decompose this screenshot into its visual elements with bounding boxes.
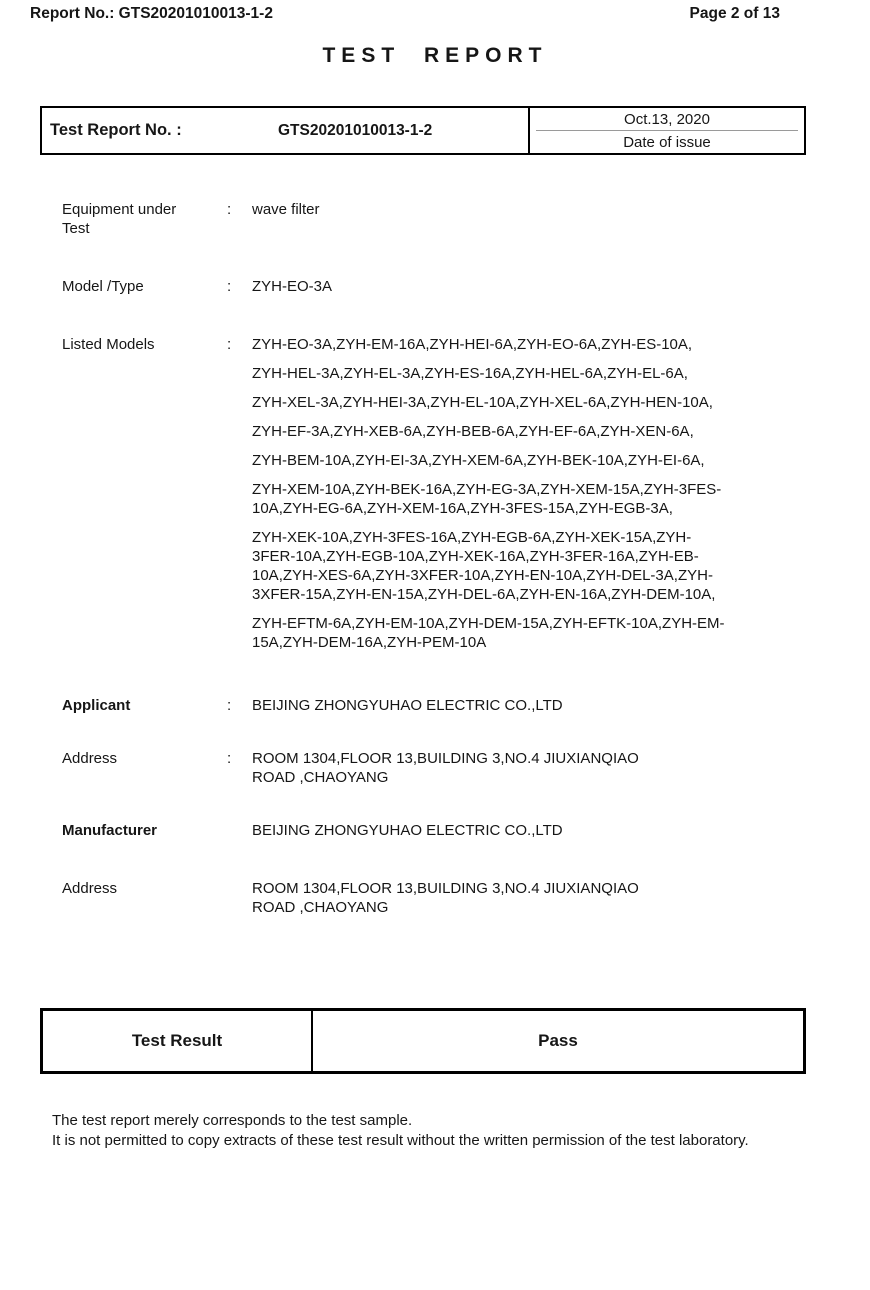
date-of-issue-label: Date of issue: [623, 133, 711, 151]
field-value: BEIJING ZHONGYUHAO ELECTRIC CO.,LTD: [252, 822, 563, 839]
listed-models-line: ZYH-XEL-3A,ZYH-HEI-3A,ZYH-EL-10A,ZYH-XEL-6A,ZYH-HEN-10A,: [252, 394, 713, 411]
listed-models-line: ZYH-HEL-3A,ZYH-EL-3A,ZYH-ES-16A,ZYH-HEL-6A,ZYH-EL-6A,: [252, 365, 688, 382]
date-of-issue-cell: [530, 108, 804, 153]
address-line: ROOM 1304,FLOOR 13,BUILDING 3,NO.4 JIUXIANQIAO: [252, 880, 639, 897]
field-colon: :: [227, 750, 232, 767]
listed-models-paragraph: [252, 528, 752, 604]
report-number-label: Test Report No. :: [50, 121, 182, 139]
listed-models-line: ZYH-EO-3A,ZYH-EM-16A,ZYH-HEI-6A,ZYH-EO-6A,ZYH-ES-10A,: [252, 336, 693, 353]
disclaimer: [52, 1111, 832, 1150]
field-value: BEIJING ZHONGYUHAO ELECTRIC CO.,LTD: [252, 697, 563, 714]
field-value: [252, 749, 822, 787]
field-value: ZYH-EO-3A: [252, 278, 333, 295]
report-number-value: GTS20201010013-1-2: [278, 121, 433, 139]
field-value: [252, 879, 822, 917]
disclaimer-line-2: It is not permitted to copy extracts of these test result without the written permission of the test laboratory.: [52, 1131, 749, 1149]
test-result-table: [40, 1008, 806, 1074]
field-label: Address: [62, 880, 118, 897]
listed-models-line: 10A,ZYH-EG-6A,ZYH-XEM-16A,ZYH-3FES-15A,ZYH-EGB-3A,: [252, 500, 673, 517]
listed-models-line: ZYH-XEM-10A,ZYH-BEK-16A,ZYH-EG-3A,ZYH-XEM-15A,ZYH-3FES-: [252, 481, 722, 498]
field-label: Address: [62, 750, 118, 767]
listed-models-paragraph: [252, 422, 752, 441]
field-label: Applicant: [62, 697, 131, 714]
field-colon: :: [227, 697, 232, 714]
listed-models-paragraph: [252, 480, 752, 518]
field-label: Equipment under Test: [62, 201, 177, 237]
field-label: Manufacturer: [62, 822, 158, 839]
test-result-label: Test Result: [43, 1011, 313, 1071]
page-title: TEST REPORT: [322, 44, 548, 67]
field-value: wave filter: [252, 201, 320, 218]
listed-models-line: 3XFER-15A,ZYH-EN-15A,ZYH-DEL-6A,ZYH-EN-16A,ZYH-DEM-10A,: [252, 586, 716, 603]
field-label: Listed Models: [62, 336, 155, 353]
listed-models-line: ZYH-XEK-10A,ZYH-3FES-16A,ZYH-EGB-6A,ZYH-XEK-15A,ZYH-: [252, 529, 692, 546]
running-header-report-no: Report No.: GTS20201010013-1-2: [30, 5, 273, 22]
listed-models-paragraph: [252, 614, 752, 652]
listed-models-line: 15A,ZYH-DEM-16A,ZYH-PEM-10A: [252, 634, 487, 651]
running-header-page-indicator: Page 2 of 13: [689, 5, 780, 22]
listed-models-paragraph: [252, 393, 752, 412]
listed-models-paragraph: [252, 335, 752, 354]
address-line: ROOM 1304,FLOOR 13,BUILDING 3,NO.4 JIUXIANQIAO: [252, 750, 639, 767]
listed-models-line: 3FER-10A,ZYH-EGB-10A,ZYH-XEK-16A,ZYH-3FER-16A,ZYH-EB-: [252, 548, 699, 565]
listed-models-paragraph: [252, 451, 752, 470]
listed-models-line: ZYH-EF-3A,ZYH-XEB-6A,ZYH-BEB-6A,ZYH-EF-6A,ZYH-XEN-6A,: [252, 423, 694, 440]
field-colon: :: [227, 336, 232, 353]
test-result-value: Pass: [538, 1031, 578, 1050]
field-label: Model /Type: [62, 278, 144, 295]
listed-models-value: [252, 335, 752, 662]
listed-models-paragraph: [252, 364, 752, 383]
listed-models-line: 10A,ZYH-XES-6A,ZYH-3XFER-10A,ZYH-EN-10A,ZYH-DEL-3A,ZYH-: [252, 567, 713, 584]
address-line: ROAD ,CHAOYANG: [252, 769, 389, 786]
report-number-cell: [42, 108, 530, 153]
report-number-table: [40, 106, 806, 155]
field-colon: :: [227, 201, 232, 218]
address-line: ROAD ,CHAOYANG: [252, 899, 389, 916]
date-of-issue-value: Oct.13, 2020: [624, 110, 710, 128]
field-colon: :: [227, 278, 232, 295]
disclaimer-line-1: The test report merely corresponds to the test sample.: [52, 1112, 413, 1129]
listed-models-line: ZYH-EFTM-6A,ZYH-EM-10A,ZYH-DEM-15A,ZYH-EFTK-10A,ZYH-EM-: [252, 615, 725, 632]
listed-models-line: ZYH-BEM-10A,ZYH-EI-3A,ZYH-XEM-6A,ZYH-BEK-10A,ZYH-EI-6A,: [252, 452, 705, 469]
